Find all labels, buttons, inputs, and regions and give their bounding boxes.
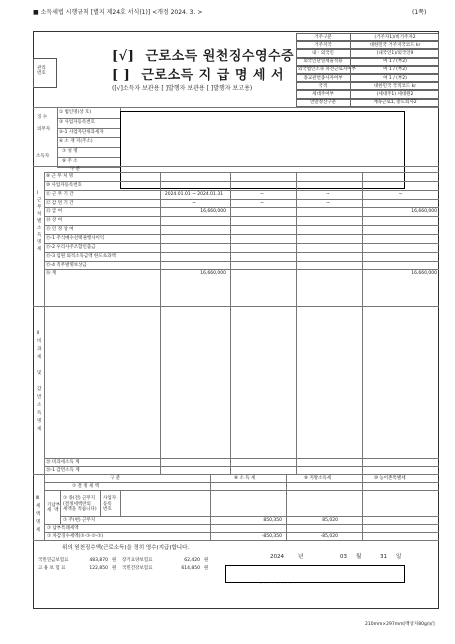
work-row-label: ⑪ 근 무 기 간	[46, 191, 74, 197]
difference-income-tax: -850,350	[261, 534, 282, 539]
payer-field-label: ⑤-1 사업자단위과세자	[59, 129, 104, 135]
ltc-unit: 원	[204, 558, 209, 563]
special-tax-label: ⑦ 납부특례세액	[47, 526, 79, 531]
payer-divider	[57, 128, 120, 129]
work-cell: ~	[398, 191, 403, 197]
work-row-label: ⑩ 사업자등록번호	[46, 182, 82, 188]
info-label: 외국인단일세율적용	[303, 59, 343, 65]
info-label: 거주구분	[314, 34, 332, 40]
copy-type-line: ([√]소득자 보관용 [ ]발행자 보관용 [ ]발행자 보고용)	[112, 85, 253, 92]
ltc-label: 장기요양보험료	[122, 558, 153, 563]
difference-local-tax: -85,020	[320, 534, 338, 539]
manage-number-box: 관리 번호	[33, 58, 57, 88]
receipt-statement: 위의 원천징수액(근로소득)을 정히 영수(지급)합니다.	[62, 545, 190, 551]
date-day-unit: 일	[396, 554, 402, 560]
earner-field-label: ⑦ 성 명	[62, 149, 78, 154]
employment-ins-unit: 원	[112, 566, 117, 571]
work-divider	[44, 234, 439, 235]
work-row-label: ⑭ 상 여	[46, 218, 63, 224]
work-row-label: ⑮-2 우리사주조합인출금	[46, 244, 96, 250]
payer-divider	[57, 118, 120, 119]
exempt-section-group-label: Ⅱ 비 과 세 및 감 면 소 득 명 세	[37, 331, 42, 432]
title-line-2: [ ] 근로소득 지 급 명 세 서	[112, 68, 285, 83]
exempt-col-divider	[362, 306, 363, 474]
info-value: 대한민국 국적코드 kr	[373, 83, 417, 89]
health-ins-value: 614,850	[181, 566, 200, 571]
info-value: 여 1 / (부2)	[383, 59, 407, 65]
tax-col-head: 구 분	[110, 476, 121, 481]
work-cell: 16,660,000	[411, 209, 437, 215]
work-cell: ~	[192, 200, 196, 206]
pension-label: 국민연금보험료	[38, 558, 69, 563]
date-month-unit: 월	[356, 554, 362, 560]
exempt-col-divider	[296, 306, 297, 474]
exempt-col-divider	[230, 306, 231, 474]
reduced-total: ⑳-1 감면소득 계	[46, 468, 80, 473]
info-value: 대한민국 거주지국코드 kr	[369, 42, 421, 48]
determined-tax-label: ⑦ 결 정 세 액	[72, 484, 100, 489]
work-row-label: ⑮-3 임원 퇴직소득금액 한도초과액	[46, 253, 116, 259]
info-value: 여 1 / (부2)	[383, 75, 407, 81]
work-col-divider	[362, 172, 363, 306]
health-ins-label: 국민건강보험료	[122, 566, 153, 571]
work-cell: 16,660,000	[200, 271, 226, 277]
work-bottom	[33, 306, 439, 307]
work-divider	[44, 172, 439, 173]
earner-field-label: ⑨ 주 소	[62, 158, 78, 164]
work-divider	[44, 225, 439, 226]
tax-section-group-label: Ⅲ 세 액 명 세	[36, 496, 41, 533]
work-divider	[44, 216, 439, 217]
work-cell: 16,660,000	[411, 271, 437, 277]
work-divider	[44, 261, 439, 262]
difference-tax-label: ⑦ 차감징수세액(⑦-⑦-⑦-⑦)	[47, 534, 104, 539]
current-workplace-label: ⑦ 주(현) 근무지	[63, 518, 96, 523]
payer-field-label: ① 법인명(상 호)	[59, 110, 92, 115]
work-row-label: ⑮ 인 정 상 여	[46, 227, 74, 233]
work-cell: 2024.01.01 ~ 2024.01.31	[164, 191, 224, 197]
work-divider	[44, 207, 439, 208]
date-month: 03	[340, 554, 347, 560]
work-row-label: ⑫ 감 면 기 간	[46, 200, 74, 206]
info-value: (내국인1)/외국인9	[376, 50, 414, 56]
date-day: 31	[380, 554, 387, 560]
employment-ins-value: 122,850	[89, 566, 108, 571]
health-ins-unit: 원	[204, 566, 209, 571]
work-divider	[44, 199, 439, 200]
prev-paid-label: 기납부 세 액	[47, 503, 61, 513]
work-cell: ~	[260, 191, 264, 197]
info-value: 계속근로1, 중도퇴사2	[373, 100, 417, 106]
work-divider	[44, 243, 439, 244]
info-label: 종교관련종사자여부	[303, 75, 343, 81]
work-col-divider	[296, 172, 297, 306]
prev-workplace-label: ⑦ 종(전) 근무지 (결정세액란의 세액을 적습니다)	[63, 496, 97, 512]
info-label: 연말정산구분	[309, 100, 337, 106]
tax-col-local: ⑨ 지방소득세	[304, 476, 332, 481]
paper-spec: 210mm×297mm[백상지80g/㎡]	[365, 622, 435, 627]
work-row-label: ⑬ 급 여	[46, 209, 63, 215]
work-col-divider	[230, 172, 231, 306]
biz-no-label: 사업자 등록 번호	[103, 496, 117, 512]
tax-col-rural: ⑩ 농어촌특별세	[374, 476, 406, 481]
info-label: 거주지국	[314, 42, 332, 48]
exempt-total: ⑳ 비과세소득 계	[46, 460, 80, 465]
work-col-divider	[160, 172, 161, 306]
pension-unit: 원	[112, 558, 117, 563]
info-label: 국적	[318, 83, 328, 89]
info-value: 여 1 / (부2)	[383, 67, 407, 73]
work-divider	[44, 181, 439, 182]
work-divider	[44, 269, 439, 270]
work-cell: 16,660,000	[200, 209, 226, 215]
info-value: (거주자1)/비거주자2	[374, 34, 416, 40]
info-label: 외국법인소속 파견근로자여부	[298, 67, 356, 73]
payer-field-label: ③ 사업자등록번호	[59, 119, 95, 125]
work-divider	[44, 252, 439, 253]
work-col-head: 구 분	[70, 167, 81, 172]
work-divider	[44, 190, 439, 191]
exempt-col-divider	[160, 306, 161, 474]
current-income-tax: 850,350	[263, 518, 282, 523]
page-number: (1쪽)	[412, 9, 427, 16]
employment-ins-label: 고 용 보 험 료	[38, 566, 66, 571]
title-line-1: [√] 근로소득 원천징수영수증	[112, 49, 295, 64]
work-row-label: ⑮-4 직무발명보상금	[46, 262, 87, 268]
work-section-group-label: Ⅰ 근 무 처 별 소 득 명 세	[37, 191, 42, 252]
work-row-label: ⑨ 근 무 처 명	[46, 174, 74, 179]
earner-group-label: 소득자	[36, 154, 50, 159]
info-value: (세대주1) 세대원2	[376, 91, 414, 97]
info-label: 내ㆍ외국인	[312, 50, 334, 56]
date-year: 2024	[270, 554, 284, 560]
info-divider	[350, 33, 351, 107]
pension-value: 483,870	[89, 558, 108, 563]
payer-field-label: ⑥ 소 재 지(주소)	[59, 139, 93, 145]
payer-group-label: 징 수 의무자	[37, 115, 51, 132]
tax-col-income: ⑧ 소 득 세	[234, 476, 256, 481]
form-reference: ■ 소득세법 시행규칙 [별지 제24호 서식(1)] <개정 2024. 3. >	[33, 9, 203, 16]
redacted-signer	[225, 565, 405, 583]
work-cell: ~	[326, 200, 330, 206]
work-row-label: ⑯ 계	[46, 271, 57, 277]
earner-divider	[57, 157, 120, 158]
work-row-label: ⑮-1 주식매수선택권행사이익	[46, 235, 105, 241]
info-label: 세대주여부	[312, 91, 334, 97]
ltc-value: 62,420	[184, 558, 200, 563]
date-year-unit: 년	[298, 554, 304, 560]
work-cell: ~	[326, 191, 330, 197]
work-cell: ~	[260, 200, 264, 206]
current-local-tax: 85,020	[322, 518, 338, 523]
